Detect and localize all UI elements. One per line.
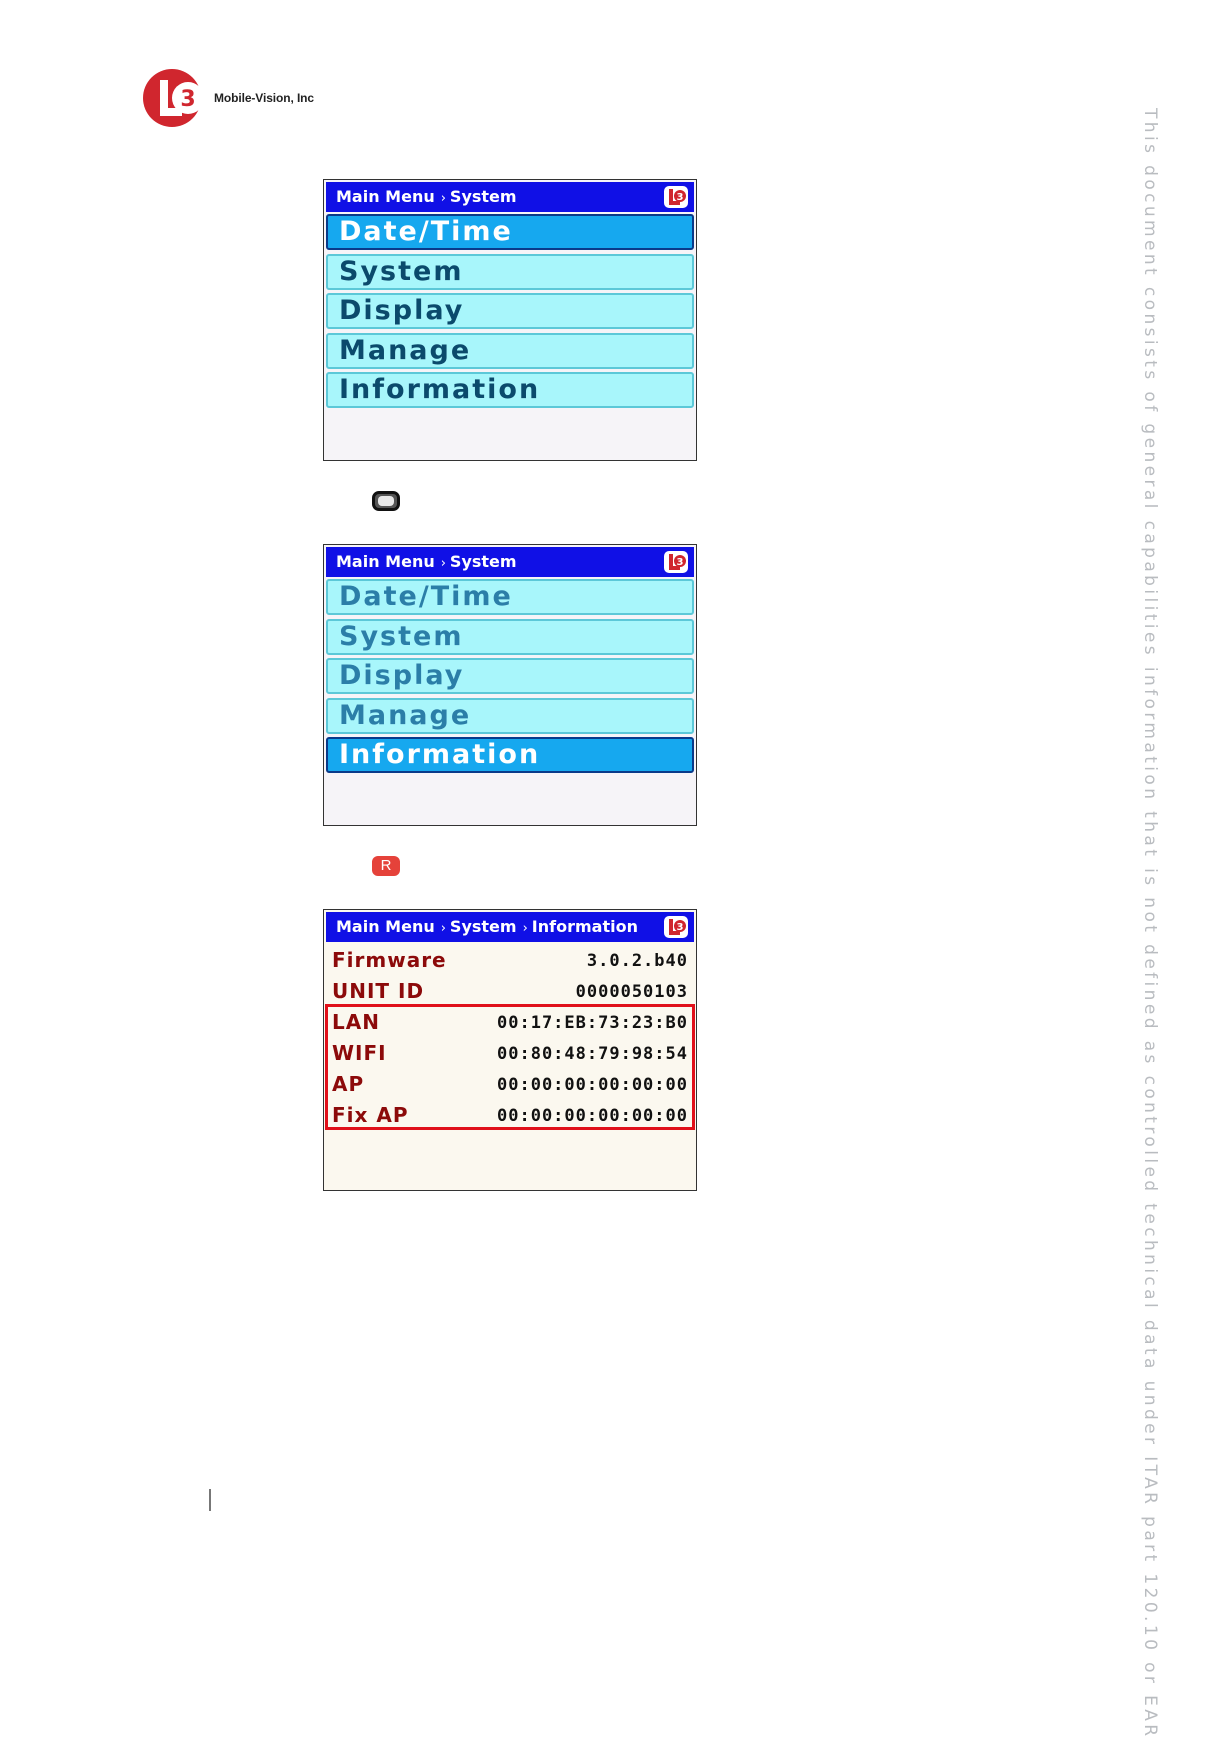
menu-item-manage[interactable]: Manage xyxy=(326,698,694,734)
info-row-firmware xyxy=(332,948,688,978)
menu-item-date-time[interactable]: Date/Time xyxy=(326,579,694,615)
menu-item-date-time[interactable]: Date/Time xyxy=(326,214,694,250)
breadcrumb-chevron-icon: › xyxy=(522,921,528,936)
info-label: WIFI xyxy=(332,1041,387,1065)
info-label: LAN xyxy=(332,1010,380,1034)
l3-badge-icon xyxy=(664,551,688,573)
device-screen-system-menu-information xyxy=(323,544,697,826)
itar-watermark xyxy=(1140,108,1160,1739)
device-screen-system-menu-datetime xyxy=(323,179,697,461)
svg-text:3: 3 xyxy=(180,87,196,112)
info-value: 0000050103 xyxy=(575,982,688,1002)
l3-badge-icon xyxy=(664,186,688,208)
svg-text:3: 3 xyxy=(676,557,684,568)
breadcrumb-information: Information xyxy=(531,917,638,936)
watermark-text: This document consists of general capabilities information that is not defined as controlled technical data under ITAR part 120.10 or EAR xyxy=(1140,108,1160,1739)
mac-address-highlight-box xyxy=(325,1004,695,1130)
info-value: 00:00:00:00:00:00 xyxy=(497,1106,688,1126)
info-label: AP xyxy=(332,1072,365,1096)
info-value: 3.0.2.b40 xyxy=(586,951,688,971)
info-label: Firmware xyxy=(332,948,447,972)
breadcrumb-chevron-icon: › xyxy=(440,921,446,936)
menu-item-information[interactable]: Information xyxy=(326,737,694,773)
breadcrumb-main-menu: Main Menu xyxy=(336,917,435,936)
company-name: Mobile-Vision, Inc xyxy=(214,91,314,105)
select-button-icon xyxy=(372,491,400,511)
device-screen-information xyxy=(323,909,697,1191)
breadcrumb-main-menu: Main Menu xyxy=(336,187,435,206)
info-value: 00:80:48:79:98:54 xyxy=(497,1044,688,1064)
title-bar xyxy=(326,547,694,577)
r-button-icon: R xyxy=(372,856,400,876)
footer-divider xyxy=(209,1489,211,1511)
info-value: 00:17:EB:73:23:B0 xyxy=(497,1013,688,1033)
menu-item-display[interactable]: Display xyxy=(326,658,694,694)
menu-item-manage[interactable]: Manage xyxy=(326,333,694,369)
info-label: UNIT ID xyxy=(332,979,425,1003)
breadcrumb-chevron-icon: › xyxy=(440,191,446,206)
menu-item-display[interactable]: Display xyxy=(326,293,694,329)
breadcrumb-system: System xyxy=(449,187,517,206)
breadcrumb-system: System xyxy=(449,917,517,936)
l3-badge-icon xyxy=(664,916,688,938)
menu-item-system[interactable]: System xyxy=(326,254,694,290)
menu-item-system[interactable]: System xyxy=(326,619,694,655)
breadcrumb-chevron-icon: › xyxy=(440,556,446,571)
svg-text:3: 3 xyxy=(676,192,684,203)
breadcrumb-main-menu: Main Menu xyxy=(336,552,435,571)
info-label: Fix AP xyxy=(332,1103,409,1127)
l3-logo-icon xyxy=(142,68,208,128)
title-bar xyxy=(326,182,694,212)
breadcrumb-system: System xyxy=(449,552,517,571)
svg-text:3: 3 xyxy=(676,922,684,933)
menu-item-information[interactable]: Information xyxy=(326,372,694,408)
info-value: 00:00:00:00:00:00 xyxy=(497,1075,688,1095)
title-bar xyxy=(326,912,694,942)
